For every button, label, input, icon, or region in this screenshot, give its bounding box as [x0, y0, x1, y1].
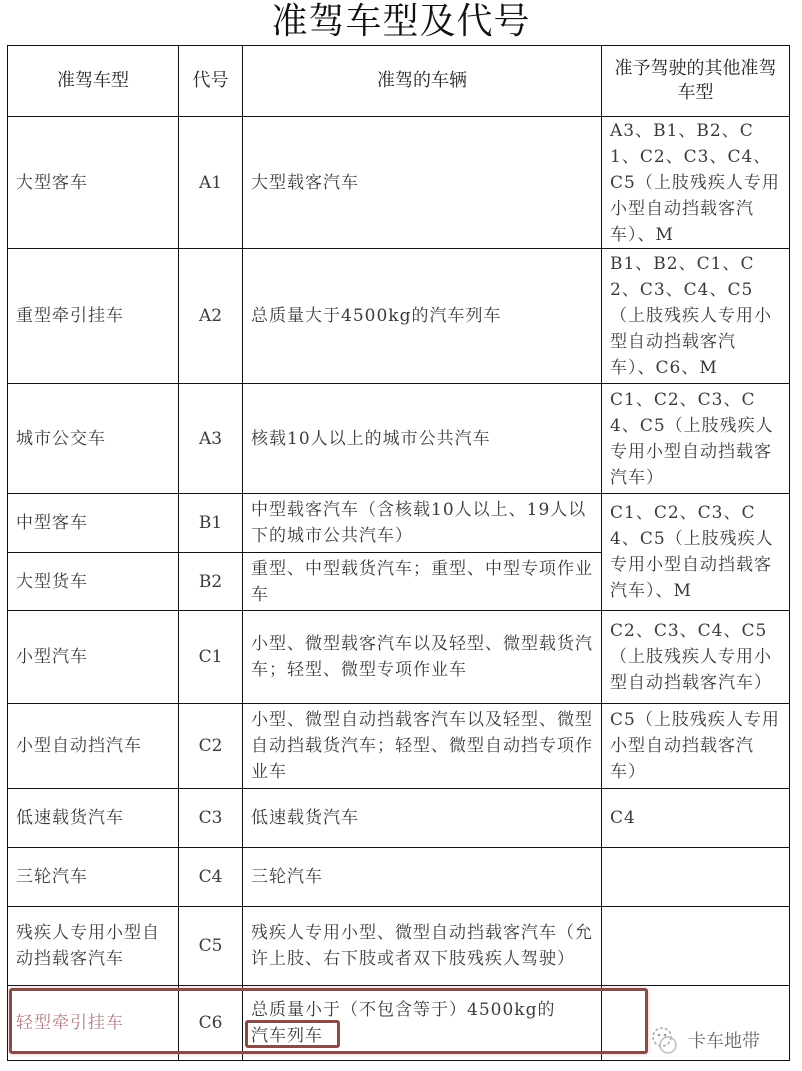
- cell-licence-type: 大型客车: [8, 117, 179, 249]
- cell-code: C4: [179, 848, 243, 907]
- table-row: [8, 249, 790, 384]
- cell-other-types: A3、B1、B2、C1、C2、C3、C4、C5（上肢残疾人专用小型自动挡载客汽车）、M: [602, 117, 790, 249]
- watermark-text: 卡车地带: [688, 1031, 760, 1052]
- cell-other-types: C4: [602, 789, 790, 848]
- cell-vehicles: 总质量小于（不包含等于）4500kg的 汽车列车: [243, 986, 602, 1061]
- header-licence-type: 准驾车型: [8, 46, 179, 117]
- cell-licence-type: 小型汽车: [8, 611, 179, 704]
- cell-licence-type: 中型客车: [8, 494, 179, 553]
- cell-licence-type: 小型自动挡汽车: [8, 704, 179, 789]
- cell-vehicles: 小型、微型自动挡载客汽车以及轻型、微型自动挡载货汽车；轻型、微型自动挡专项作业车: [243, 704, 602, 789]
- table-row: [8, 848, 790, 907]
- cell-licence-type: 大型货车: [8, 553, 179, 611]
- table-row: [8, 494, 790, 553]
- cell-code: A2: [179, 249, 243, 384]
- cell-other-types: [602, 907, 790, 986]
- header-vehicles: 准驾的车辆: [243, 46, 602, 117]
- wechat-logo-icon: [648, 1023, 682, 1057]
- cell-vehicles: 大型载客汽车: [243, 117, 602, 249]
- cell-vehicles: 重型、中型载货汽车；重型、中型专项作业车: [243, 553, 602, 611]
- header-code: 代号: [179, 46, 243, 117]
- table-row: [8, 611, 790, 704]
- cell-code: C3: [179, 789, 243, 848]
- cell-code: B2: [179, 553, 243, 611]
- page-title: 准驾车型及代号: [271, 1, 531, 42]
- table-row: [8, 907, 790, 986]
- cell-other-types: C5（上肢残疾人专用小型自动挡载客汽车）: [602, 704, 790, 789]
- cell-licence-type: 低速载货汽车: [8, 789, 179, 848]
- cell-code: C5: [179, 907, 243, 986]
- cell-vehicles: 小型、微型载客汽车以及轻型、微型载货汽车；轻型、微型专项作业车: [243, 611, 602, 704]
- cell-other-types: B1、B2、C1、C2、C3、C4、C5（上肢残疾人专用小型自动挡载客汽车）、C6、M: [602, 249, 790, 384]
- cell-vehicles: 三轮汽车: [243, 848, 602, 907]
- table-row: [8, 704, 790, 789]
- licence-type-table: [7, 45, 790, 1061]
- cell-vehicles: 低速载货汽车: [243, 789, 602, 848]
- cell-vehicles: 总质量大于4500kg的汽车列车: [243, 249, 602, 384]
- cell-other-types: [602, 848, 790, 907]
- cell-code: C1: [179, 611, 243, 704]
- cell-code: C6: [179, 986, 243, 1061]
- table-row: [8, 789, 790, 848]
- cell-vehicles: 残疾人专用小型、微型自动挡载客汽车（允许上肢、右下肢或者双下肢残疾人驾驶）: [243, 907, 602, 986]
- cell-other-types: C2、C3、C4、C5（上肢残疾人专用小型自动挡载客汽车）: [602, 611, 790, 704]
- cell-code: B1: [179, 494, 243, 553]
- cell-licence-type: 轻型牵引挂车: [8, 986, 179, 1061]
- highlighted-term: 汽车列车: [251, 1026, 323, 1046]
- cell-code: C2: [179, 704, 243, 789]
- table-row: [8, 384, 790, 494]
- cell-licence-type: 残疾人专用小型自动挡载客汽车: [8, 907, 179, 986]
- cell-licence-type: 重型牵引挂车: [8, 249, 179, 384]
- table-row: [8, 117, 790, 249]
- cell-licence-type: 三轮汽车: [8, 848, 179, 907]
- watermark: [648, 1020, 760, 1060]
- cell-other-types: C1、C2、C3、C4、C5（上肢残疾人专用小型自动挡载客汽车）: [602, 384, 790, 494]
- header-other-types: 准予驾驶的其他准驾车型: [602, 46, 790, 117]
- table-header-row: [8, 46, 790, 117]
- cell-vehicles: 中型载客汽车（含核载10人以上、19人以下的城市公共汽车）: [243, 494, 602, 553]
- cell-code: A1: [179, 117, 243, 249]
- cell-code: A3: [179, 384, 243, 494]
- cell-other-types: C1、C2、C3、C4、C5（上肢残疾人专用小型自动挡载客汽车）、M: [602, 494, 790, 611]
- cell-vehicles: 核载10人以上的城市公共汽车: [243, 384, 602, 494]
- cell-licence-type: 城市公交车: [8, 384, 179, 494]
